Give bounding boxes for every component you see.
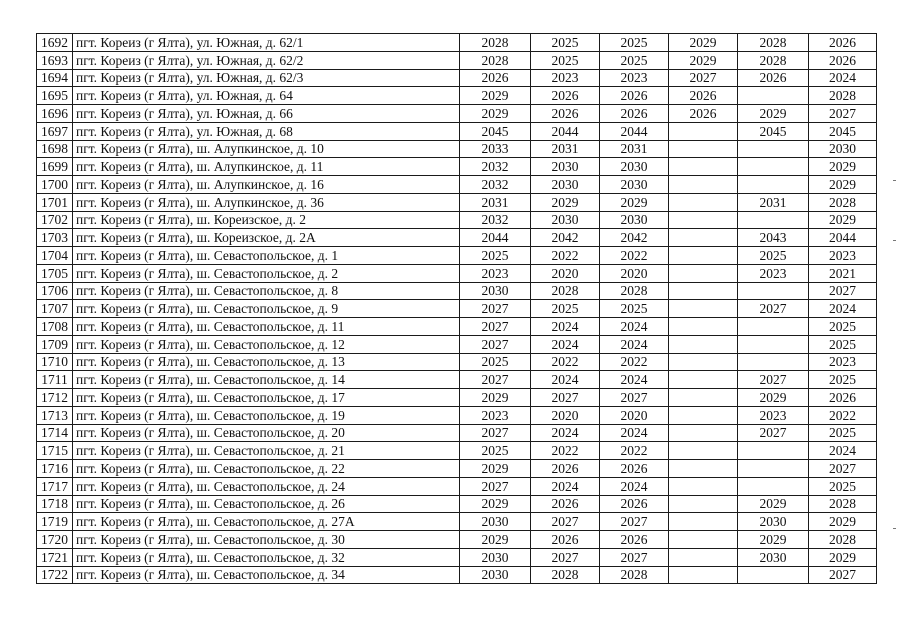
- year-cell-5: [738, 353, 809, 371]
- row-number: 1717: [37, 477, 73, 495]
- address-cell: пгт. Кореиз (г Ялта), ш. Севастопольское, д. 8: [73, 282, 460, 300]
- year-cell-1: 2030: [460, 513, 531, 531]
- year-cell-4: [669, 389, 738, 407]
- year-cell-6: 2029: [809, 158, 877, 176]
- year-cell-5: [738, 158, 809, 176]
- year-cell-5: [738, 282, 809, 300]
- year-cell-1: 2032: [460, 158, 531, 176]
- row-number: 1715: [37, 442, 73, 460]
- year-cell-6: 2028: [809, 87, 877, 105]
- address-cell: пгт. Кореиз (г Ялта), ш. Севастопольское, д. 32: [73, 548, 460, 566]
- address-cell: пгт. Кореиз (г Ялта), ш. Севастопольское, д. 34: [73, 566, 460, 584]
- year-cell-5: 2045: [738, 122, 809, 140]
- year-cell-2: 2026: [531, 87, 600, 105]
- table-row: [37, 371, 877, 389]
- year-cell-4: [669, 193, 738, 211]
- year-cell-4: 2027: [669, 69, 738, 87]
- year-cell-3: 2022: [600, 247, 669, 265]
- row-number: 1716: [37, 460, 73, 478]
- address-cell: пгт. Кореиз (г Ялта), ш. Севастопольское, д. 11: [73, 318, 460, 336]
- address-cell: пгт. Кореиз (г Ялта), ш. Севастопольское, д. 22: [73, 460, 460, 478]
- year-cell-4: [669, 300, 738, 318]
- year-cell-3: 2022: [600, 353, 669, 371]
- year-cell-6: 2024: [809, 300, 877, 318]
- address-cell: пгт. Кореиз (г Ялта), ш. Алупкинское, д. 16: [73, 176, 460, 194]
- address-cell: пгт. Кореиз (г Ялта), ш. Севастопольское, д. 9: [73, 300, 460, 318]
- row-number: 1712: [37, 389, 73, 407]
- table-row: [37, 211, 877, 229]
- year-cell-6: 2027: [809, 460, 877, 478]
- year-cell-1: 2032: [460, 176, 531, 194]
- year-cell-1: 2026: [460, 69, 531, 87]
- year-cell-5: 2027: [738, 424, 809, 442]
- row-number: 1718: [37, 495, 73, 513]
- year-cell-1: 2028: [460, 34, 531, 52]
- year-cell-2: 2044: [531, 122, 600, 140]
- year-cell-1: 2028: [460, 51, 531, 69]
- year-cell-3: 2030: [600, 158, 669, 176]
- table-row: [37, 460, 877, 478]
- table-row: [37, 335, 877, 353]
- year-cell-4: [669, 442, 738, 460]
- margin-mark: [893, 240, 896, 241]
- margin-mark: [893, 180, 896, 181]
- row-number: 1703: [37, 229, 73, 247]
- row-number: 1694: [37, 69, 73, 87]
- table-row: [37, 495, 877, 513]
- year-cell-5: 2031: [738, 193, 809, 211]
- year-cell-2: 2026: [531, 495, 600, 513]
- address-cell: пгт. Кореиз (г Ялта), ш. Севастопольское, д. 24: [73, 477, 460, 495]
- year-cell-6: 2025: [809, 335, 877, 353]
- year-cell-4: [669, 247, 738, 265]
- year-cell-3: 2042: [600, 229, 669, 247]
- year-cell-3: 2026: [600, 105, 669, 123]
- year-cell-5: 2027: [738, 300, 809, 318]
- table-row: [37, 300, 877, 318]
- year-cell-2: 2024: [531, 335, 600, 353]
- year-cell-3: 2024: [600, 371, 669, 389]
- address-cell: пгт. Кореиз (г Ялта), ул. Южная, д. 62/2: [73, 51, 460, 69]
- address-cell: пгт. Кореиз (г Ялта), ул. Южная, д. 66: [73, 105, 460, 123]
- year-cell-1: 2027: [460, 318, 531, 336]
- year-cell-3: 2020: [600, 406, 669, 424]
- year-cell-5: 2028: [738, 34, 809, 52]
- year-cell-2: 2028: [531, 282, 600, 300]
- year-cell-5: 2030: [738, 513, 809, 531]
- year-cell-4: [669, 548, 738, 566]
- table-body: [37, 34, 877, 584]
- address-cell: пгт. Кореиз (г Ялта), ш. Севастопольское, д. 1: [73, 247, 460, 265]
- year-cell-1: 2025: [460, 353, 531, 371]
- year-cell-2: 2024: [531, 318, 600, 336]
- year-cell-2: 2025: [531, 51, 600, 69]
- year-cell-4: [669, 229, 738, 247]
- year-cell-3: 2024: [600, 335, 669, 353]
- table-row: [37, 264, 877, 282]
- year-cell-1: 2027: [460, 335, 531, 353]
- address-cell: пгт. Кореиз (г Ялта), ул. Южная, д. 68: [73, 122, 460, 140]
- year-cell-5: [738, 477, 809, 495]
- year-cell-6: 2025: [809, 477, 877, 495]
- table-row: [37, 424, 877, 442]
- year-cell-4: [669, 122, 738, 140]
- year-cell-6: 2045: [809, 122, 877, 140]
- year-cell-6: 2044: [809, 229, 877, 247]
- table-row: [37, 442, 877, 460]
- address-cell: пгт. Кореиз (г Ялта), ул. Южная, д. 62/1: [73, 34, 460, 52]
- address-cell: пгт. Кореиз (г Ялта), ш. Севастопольское, д. 19: [73, 406, 460, 424]
- year-cell-3: 2027: [600, 548, 669, 566]
- table-row: [37, 158, 877, 176]
- year-cell-1: 2029: [460, 105, 531, 123]
- table-row: [37, 105, 877, 123]
- year-cell-4: [669, 264, 738, 282]
- year-cell-2: 2020: [531, 406, 600, 424]
- year-cell-2: 2026: [531, 105, 600, 123]
- table-row: [37, 122, 877, 140]
- table-row: [37, 140, 877, 158]
- year-cell-1: 2029: [460, 389, 531, 407]
- address-cell: пгт. Кореиз (г Ялта), ш. Севастопольское, д. 27А: [73, 513, 460, 531]
- year-cell-5: 2025: [738, 247, 809, 265]
- year-cell-4: [669, 477, 738, 495]
- year-cell-6: 2024: [809, 69, 877, 87]
- year-cell-6: 2025: [809, 424, 877, 442]
- address-cell: пгт. Кореиз (г Ялта), ул. Южная, д. 62/3: [73, 69, 460, 87]
- row-number: 1704: [37, 247, 73, 265]
- year-cell-5: [738, 318, 809, 336]
- year-cell-2: 2030: [531, 158, 600, 176]
- year-cell-1: 2033: [460, 140, 531, 158]
- year-cell-2: 2024: [531, 424, 600, 442]
- table-row: [37, 477, 877, 495]
- year-cell-6: 2021: [809, 264, 877, 282]
- table-row: [37, 406, 877, 424]
- table-row: [37, 566, 877, 584]
- row-number: 1722: [37, 566, 73, 584]
- address-cell: пгт. Кореиз (г Ялта), ш. Севастопольское, д. 13: [73, 353, 460, 371]
- year-cell-5: [738, 460, 809, 478]
- row-number: 1709: [37, 335, 73, 353]
- year-cell-5: 2023: [738, 406, 809, 424]
- address-cell: пгт. Кореиз (г Ялта), ш. Алупкинское, д. 36: [73, 193, 460, 211]
- table-row: [37, 282, 877, 300]
- year-cell-4: [669, 282, 738, 300]
- year-cell-6: 2026: [809, 34, 877, 52]
- address-cell: пгт. Кореиз (г Ялта), ш. Севастопольское, д. 14: [73, 371, 460, 389]
- year-cell-2: 2031: [531, 140, 600, 158]
- year-cell-2: 2027: [531, 513, 600, 531]
- row-number: 1707: [37, 300, 73, 318]
- year-cell-6: 2027: [809, 105, 877, 123]
- year-cell-3: 2028: [600, 566, 669, 584]
- year-cell-6: 2025: [809, 371, 877, 389]
- margin-mark: [893, 528, 896, 529]
- year-cell-4: [669, 176, 738, 194]
- year-cell-6: 2023: [809, 247, 877, 265]
- year-cell-3: 2026: [600, 495, 669, 513]
- year-cell-3: 2024: [600, 424, 669, 442]
- year-cell-5: 2029: [738, 531, 809, 549]
- row-number: 1705: [37, 264, 73, 282]
- row-number: 1702: [37, 211, 73, 229]
- year-cell-2: 2022: [531, 247, 600, 265]
- table-row: [37, 247, 877, 265]
- row-number: 1711: [37, 371, 73, 389]
- year-cell-1: 2030: [460, 566, 531, 584]
- address-cell: пгт. Кореиз (г Ялта), ш. Севастопольское, д. 12: [73, 335, 460, 353]
- address-cell: пгт. Кореиз (г Ялта), ш. Севастопольское, д. 2: [73, 264, 460, 282]
- year-cell-6: 2026: [809, 389, 877, 407]
- year-cell-4: [669, 424, 738, 442]
- year-cell-1: 2027: [460, 477, 531, 495]
- row-number: 1698: [37, 140, 73, 158]
- year-cell-2: 2022: [531, 353, 600, 371]
- year-cell-2: 2030: [531, 211, 600, 229]
- year-cell-5: [738, 87, 809, 105]
- year-cell-5: [738, 442, 809, 460]
- year-cell-2: 2025: [531, 300, 600, 318]
- address-cell: пгт. Кореиз (г Ялта), ш. Севастопольское, д. 20: [73, 424, 460, 442]
- address-cell: пгт. Кореиз (г Ялта), ш. Севастопольское, д. 26: [73, 495, 460, 513]
- year-cell-4: [669, 211, 738, 229]
- row-number: 1693: [37, 51, 73, 69]
- year-cell-5: [738, 211, 809, 229]
- year-cell-4: [669, 566, 738, 584]
- year-cell-4: [669, 406, 738, 424]
- year-cell-5: 2029: [738, 105, 809, 123]
- year-cell-3: 2044: [600, 122, 669, 140]
- year-cell-6: 2024: [809, 442, 877, 460]
- year-cell-1: 2030: [460, 548, 531, 566]
- row-number: 1714: [37, 424, 73, 442]
- year-cell-6: 2029: [809, 513, 877, 531]
- year-cell-6: 2028: [809, 495, 877, 513]
- year-cell-3: 2031: [600, 140, 669, 158]
- year-cell-5: 2023: [738, 264, 809, 282]
- year-cell-6: 2027: [809, 566, 877, 584]
- table-row: [37, 318, 877, 336]
- year-cell-6: 2028: [809, 193, 877, 211]
- housing-schedule-table: [36, 33, 877, 584]
- year-cell-5: 2027: [738, 371, 809, 389]
- year-cell-1: 2029: [460, 495, 531, 513]
- address-cell: пгт. Кореиз (г Ялта), ш. Севастопольское, д. 21: [73, 442, 460, 460]
- row-number: 1701: [37, 193, 73, 211]
- table-row: [37, 34, 877, 52]
- row-number: 1713: [37, 406, 73, 424]
- row-number: 1699: [37, 158, 73, 176]
- table-row: [37, 193, 877, 211]
- address-cell: пгт. Кореиз (г Ялта), ш. Севастопольское, д. 17: [73, 389, 460, 407]
- year-cell-3: 2026: [600, 531, 669, 549]
- table-row: [37, 513, 877, 531]
- year-cell-4: [669, 335, 738, 353]
- row-number: 1719: [37, 513, 73, 531]
- year-cell-4: [669, 513, 738, 531]
- year-cell-6: 2027: [809, 282, 877, 300]
- year-cell-6: 2022: [809, 406, 877, 424]
- year-cell-6: 2023: [809, 353, 877, 371]
- year-cell-2: 2027: [531, 548, 600, 566]
- year-cell-6: 2026: [809, 51, 877, 69]
- year-cell-6: 2029: [809, 548, 877, 566]
- row-number: 1721: [37, 548, 73, 566]
- address-cell: пгт. Кореиз (г Ялта), ул. Южная, д. 64: [73, 87, 460, 105]
- row-number: 1720: [37, 531, 73, 549]
- year-cell-5: [738, 176, 809, 194]
- year-cell-1: 2025: [460, 442, 531, 460]
- row-number: 1706: [37, 282, 73, 300]
- year-cell-1: 2032: [460, 211, 531, 229]
- year-cell-4: [669, 371, 738, 389]
- year-cell-5: 2028: [738, 51, 809, 69]
- row-number: 1697: [37, 122, 73, 140]
- year-cell-6: 2029: [809, 211, 877, 229]
- year-cell-3: 2025: [600, 51, 669, 69]
- row-number: 1695: [37, 87, 73, 105]
- year-cell-2: 2024: [531, 371, 600, 389]
- year-cell-1: 2044: [460, 229, 531, 247]
- year-cell-4: 2029: [669, 34, 738, 52]
- year-cell-1: 2029: [460, 460, 531, 478]
- year-cell-5: [738, 566, 809, 584]
- year-cell-6: 2030: [809, 140, 877, 158]
- year-cell-5: 2029: [738, 389, 809, 407]
- year-cell-2: 2025: [531, 34, 600, 52]
- year-cell-3: 2026: [600, 460, 669, 478]
- year-cell-1: 2023: [460, 264, 531, 282]
- year-cell-5: [738, 140, 809, 158]
- year-cell-3: 2027: [600, 389, 669, 407]
- year-cell-3: 2030: [600, 176, 669, 194]
- year-cell-3: 2026: [600, 87, 669, 105]
- year-cell-1: 2027: [460, 424, 531, 442]
- year-cell-3: 2025: [600, 300, 669, 318]
- year-cell-3: 2030: [600, 211, 669, 229]
- year-cell-1: 2025: [460, 247, 531, 265]
- year-cell-3: 2025: [600, 34, 669, 52]
- row-number: 1692: [37, 34, 73, 52]
- address-cell: пгт. Кореиз (г Ялта), ш. Алупкинское, д. 11: [73, 158, 460, 176]
- year-cell-2: 2026: [531, 531, 600, 549]
- year-cell-5: 2029: [738, 495, 809, 513]
- row-number: 1696: [37, 105, 73, 123]
- row-number: 1710: [37, 353, 73, 371]
- year-cell-4: [669, 495, 738, 513]
- year-cell-1: 2045: [460, 122, 531, 140]
- table-row: [37, 176, 877, 194]
- table-row: [37, 548, 877, 566]
- year-cell-4: [669, 353, 738, 371]
- year-cell-3: 2023: [600, 69, 669, 87]
- year-cell-3: 2020: [600, 264, 669, 282]
- address-cell: пгт. Кореиз (г Ялта), ш. Кореизское, д. 2: [73, 211, 460, 229]
- year-cell-3: 2024: [600, 318, 669, 336]
- year-cell-6: 2028: [809, 531, 877, 549]
- table-row: [37, 353, 877, 371]
- year-cell-1: 2027: [460, 371, 531, 389]
- table-row: [37, 389, 877, 407]
- year-cell-4: [669, 318, 738, 336]
- year-cell-4: 2029: [669, 51, 738, 69]
- year-cell-4: 2026: [669, 105, 738, 123]
- year-cell-1: 2029: [460, 87, 531, 105]
- year-cell-2: 2022: [531, 442, 600, 460]
- year-cell-4: [669, 531, 738, 549]
- table-row: [37, 51, 877, 69]
- year-cell-4: [669, 140, 738, 158]
- table-row: [37, 87, 877, 105]
- year-cell-5: 2043: [738, 229, 809, 247]
- year-cell-2: 2026: [531, 460, 600, 478]
- year-cell-2: 2028: [531, 566, 600, 584]
- table-row: [37, 69, 877, 87]
- year-cell-5: 2026: [738, 69, 809, 87]
- year-cell-6: 2025: [809, 318, 877, 336]
- address-cell: пгт. Кореиз (г Ялта), ш. Севастопольское, д. 30: [73, 531, 460, 549]
- year-cell-5: [738, 335, 809, 353]
- year-cell-2: 2030: [531, 176, 600, 194]
- table-row: [37, 229, 877, 247]
- address-cell: пгт. Кореиз (г Ялта), ш. Кореизское, д. 2А: [73, 229, 460, 247]
- year-cell-4: [669, 158, 738, 176]
- year-cell-2: 2024: [531, 477, 600, 495]
- year-cell-3: 2028: [600, 282, 669, 300]
- year-cell-4: 2026: [669, 87, 738, 105]
- year-cell-1: 2030: [460, 282, 531, 300]
- year-cell-3: 2022: [600, 442, 669, 460]
- address-cell: пгт. Кореиз (г Ялта), ш. Алупкинское, д. 10: [73, 140, 460, 158]
- year-cell-5: 2030: [738, 548, 809, 566]
- year-cell-3: 2024: [600, 477, 669, 495]
- year-cell-4: [669, 460, 738, 478]
- year-cell-2: 2042: [531, 229, 600, 247]
- year-cell-1: 2023: [460, 406, 531, 424]
- year-cell-2: 2027: [531, 389, 600, 407]
- year-cell-2: 2023: [531, 69, 600, 87]
- year-cell-3: 2027: [600, 513, 669, 531]
- year-cell-2: 2020: [531, 264, 600, 282]
- year-cell-3: 2029: [600, 193, 669, 211]
- year-cell-1: 2027: [460, 300, 531, 318]
- table-row: [37, 531, 877, 549]
- row-number: 1708: [37, 318, 73, 336]
- year-cell-2: 2029: [531, 193, 600, 211]
- year-cell-6: 2029: [809, 176, 877, 194]
- year-cell-1: 2029: [460, 531, 531, 549]
- row-number: 1700: [37, 176, 73, 194]
- year-cell-1: 2031: [460, 193, 531, 211]
